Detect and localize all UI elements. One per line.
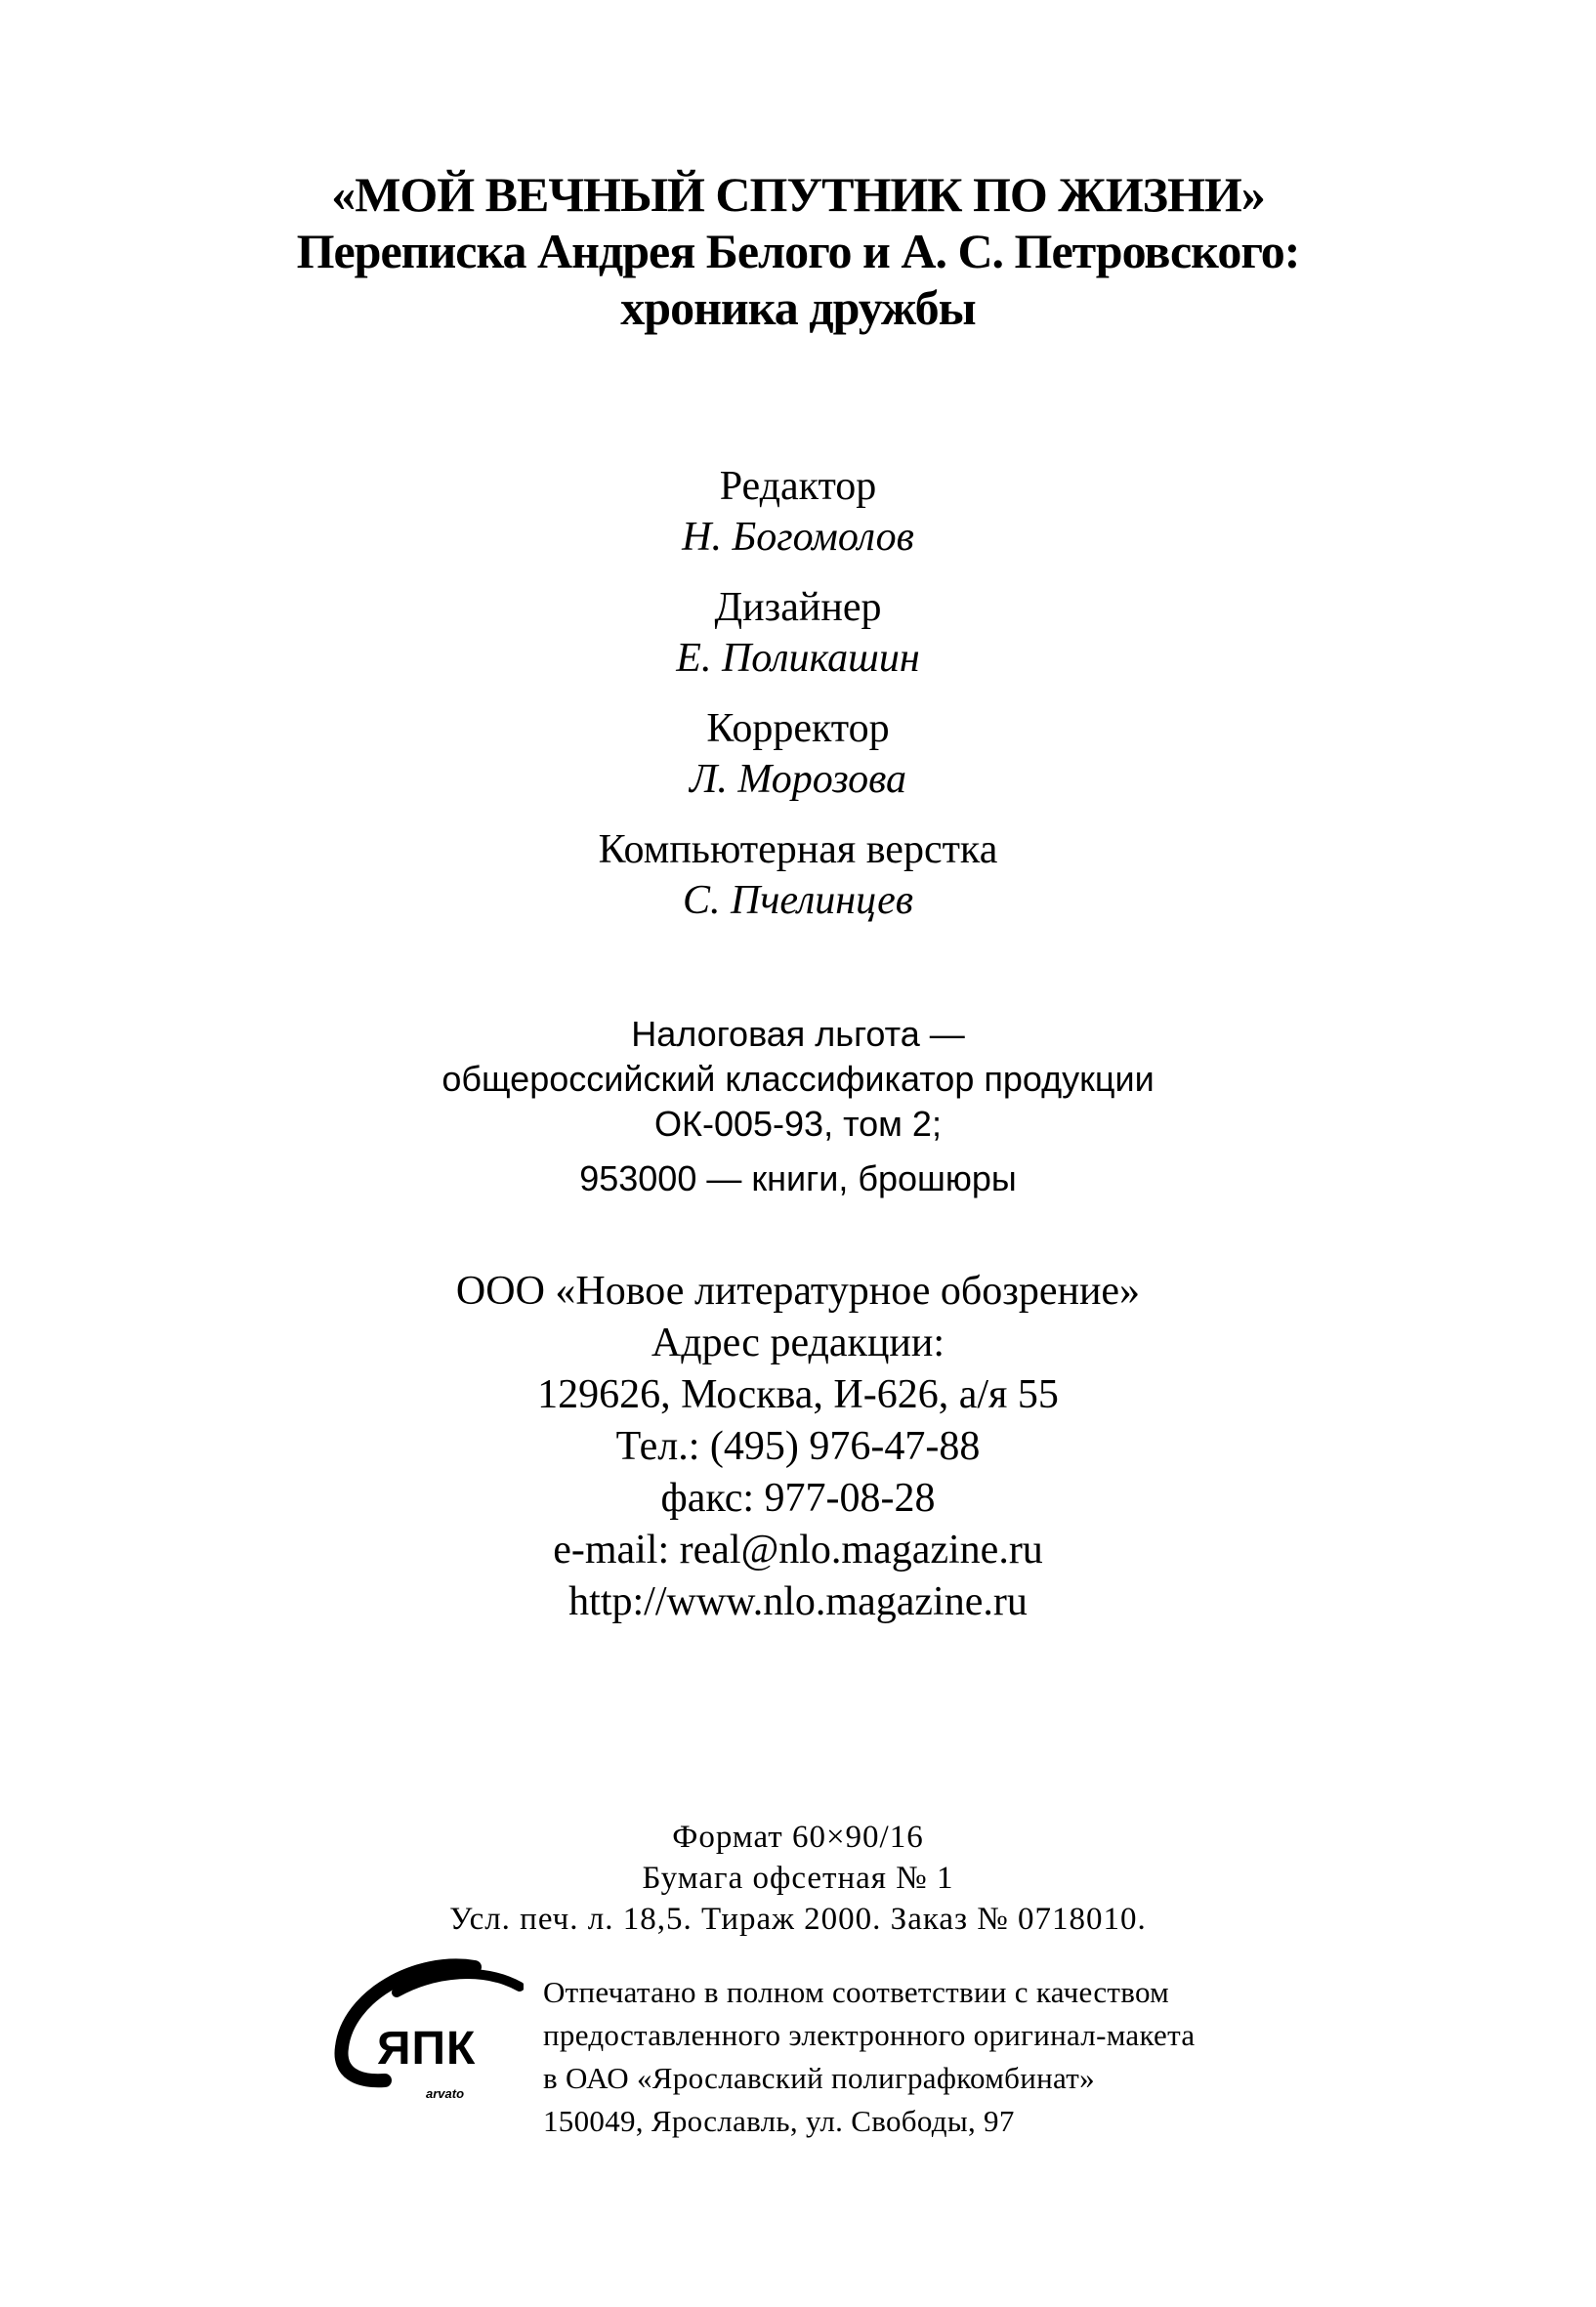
- tax-line-4: 953000 — книги, брошюры: [579, 1158, 1017, 1198]
- credit-person: Н. Богомолов: [682, 515, 914, 560]
- tax-benefit: [0, 1012, 1596, 1201]
- tax-line-2: общероссийский классификатор продукции: [441, 1059, 1155, 1099]
- printer-line-4: 150049, Ярославль, ул. Свободы, 97: [543, 2104, 1015, 2138]
- publisher-info: [0, 1266, 1596, 1628]
- printer-logo-subtext: arvato: [426, 2086, 465, 2101]
- credits: [0, 461, 1596, 945]
- format-line-2: Бумага офсетная № 1: [642, 1861, 954, 1896]
- printer-line-1: Отпечатано в полном соответствии с качеством: [543, 1975, 1170, 2009]
- format-line-1: Формат 60×90/16: [672, 1820, 924, 1855]
- publisher-name: ООО «Новое литературное обозрение»: [455, 1269, 1141, 1314]
- address-label: Адрес редакции:: [651, 1321, 945, 1365]
- credit-person: С. Пчелинцев: [682, 878, 914, 923]
- credit-role: Компьютерная верстка: [598, 827, 998, 872]
- credit-role: Корректор: [706, 706, 890, 751]
- credit-role: Редактор: [719, 464, 877, 509]
- title-line-2: Переписка Андрея Белого и А. С. Петровского:: [296, 224, 1300, 278]
- format-info: [0, 1817, 1596, 1940]
- title-line-1: «МОЙ ВЕЧНЫЙ СПУТНИК ПО ЖИЗНИ»: [331, 167, 1265, 222]
- format-line-3: Усл. печ. л. 18,5. Тираж 2000. Заказ № 0718010.: [449, 1902, 1147, 1937]
- credit-editor: [0, 461, 1596, 563]
- website: http://www.nlo.magazine.ru: [568, 1579, 1028, 1624]
- credit-proofreader: [0, 703, 1596, 805]
- credit-person: Е. Поликашин: [676, 636, 920, 681]
- phone: Тел.: (495) 976-47-88: [615, 1424, 981, 1469]
- printer-line-2: предоставленного электронного оригинал-макета: [543, 2018, 1196, 2052]
- fax: факс: 977-08-28: [660, 1476, 936, 1521]
- printer-logo: [328, 1957, 524, 2102]
- printer-logo-text: ЯПК: [377, 2023, 477, 2075]
- tax-line-1: Налоговая льгота —: [631, 1014, 965, 1054]
- email: e-mail: real@nlo.magazine.ru: [553, 1528, 1043, 1573]
- credit-designer: [0, 582, 1596, 684]
- credit-person: Л. Морозова: [689, 757, 907, 802]
- tax-line-3: ОК-005-93, том 2;: [654, 1104, 942, 1144]
- credit-layout: [0, 824, 1596, 926]
- book-title: [0, 166, 1596, 336]
- printer-line-3: в ОАО «Ярославский полиграфкомбинат»: [543, 2061, 1095, 2095]
- credit-role: Дизайнер: [714, 585, 882, 630]
- title-line-3: хроника дружбы: [620, 280, 976, 335]
- printer-info: [543, 1971, 1285, 2143]
- address: 129626, Москва, И-626, а/я 55: [537, 1372, 1059, 1417]
